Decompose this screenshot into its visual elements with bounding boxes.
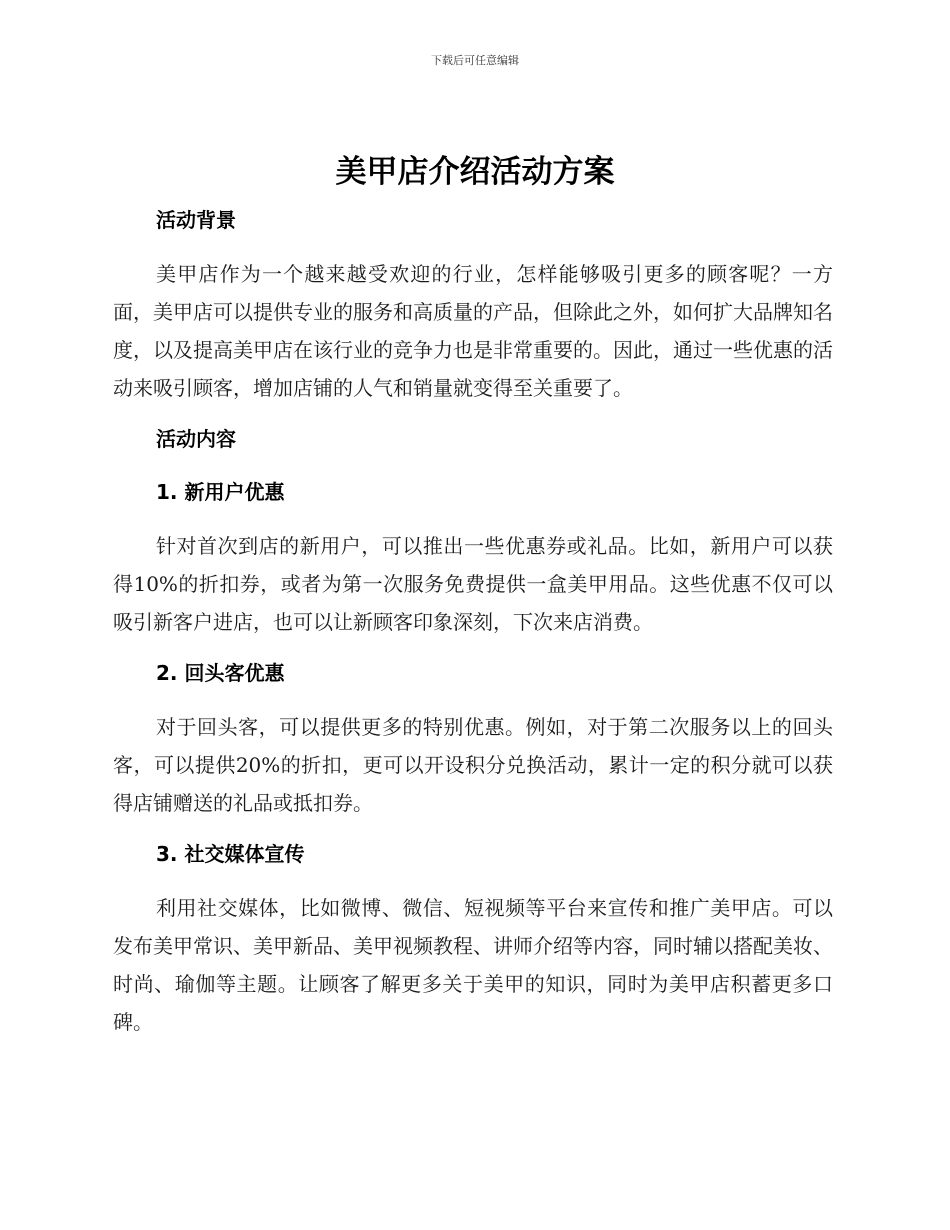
document-title: 美甲店介绍活动方案 bbox=[335, 154, 615, 190]
section-paragraph-new-user: 针对首次到店的新用户，可以推出一些优惠券或礼品。比如，新用户可以获得10%的折扣券，或者为第一次服务免费提供一盒美甲用品。这些优惠不仅可以吸引新客户进店，也可以让新顾客印象深刻，下次来店消费。 bbox=[113, 534, 833, 634]
section-paragraph-returning: 对于回头客，可以提供更多的特别优惠。例如，对于第二次服务以上的回头客，可以提供20%的折扣，更可以开设积分兑换活动，累计一定的积分就可以获得店铺赠送的礼品或抵扣券。 bbox=[113, 715, 833, 815]
page-header: 下载后可任意编辑 bbox=[431, 54, 519, 67]
section-heading-new-user: 1. 新用户优惠 bbox=[156, 480, 285, 504]
section-paragraph-social-media: 利用社交媒体，比如微博、微信、短视频等平台来宣传和推广美甲店。可以发布美甲常识、美甲新品、美甲视频教程、讲师介绍等内容，同时辅以搭配美妆、时尚、瑜伽等主题。让顾客了解更多关于美甲的知识，同时为美甲店积蓄更多口碑。 bbox=[113, 896, 833, 1034]
section-heading-social-media: 3. 社交媒体宣传 bbox=[156, 842, 305, 866]
section-heading-background: 活动背景 bbox=[156, 208, 236, 232]
section-paragraph-background: 美甲店作为一个越来越受欢迎的行业，怎样能够吸引更多的顾客呢？一方面，美甲店可以提供专业的服务和高质量的产品，但除此之外，如何扩大品牌知名度，以及提高美甲店在该行业的竞争力也是非常重要的。因此，通过一些优惠的活动来吸引顾客，增加店铺的人气和销量就变得至关重要了。 bbox=[113, 262, 833, 400]
document-body bbox=[113, 202, 833, 1041]
section-heading-content: 活动内容 bbox=[156, 427, 236, 451]
section-heading-returning: 2. 回头客优惠 bbox=[156, 661, 285, 685]
